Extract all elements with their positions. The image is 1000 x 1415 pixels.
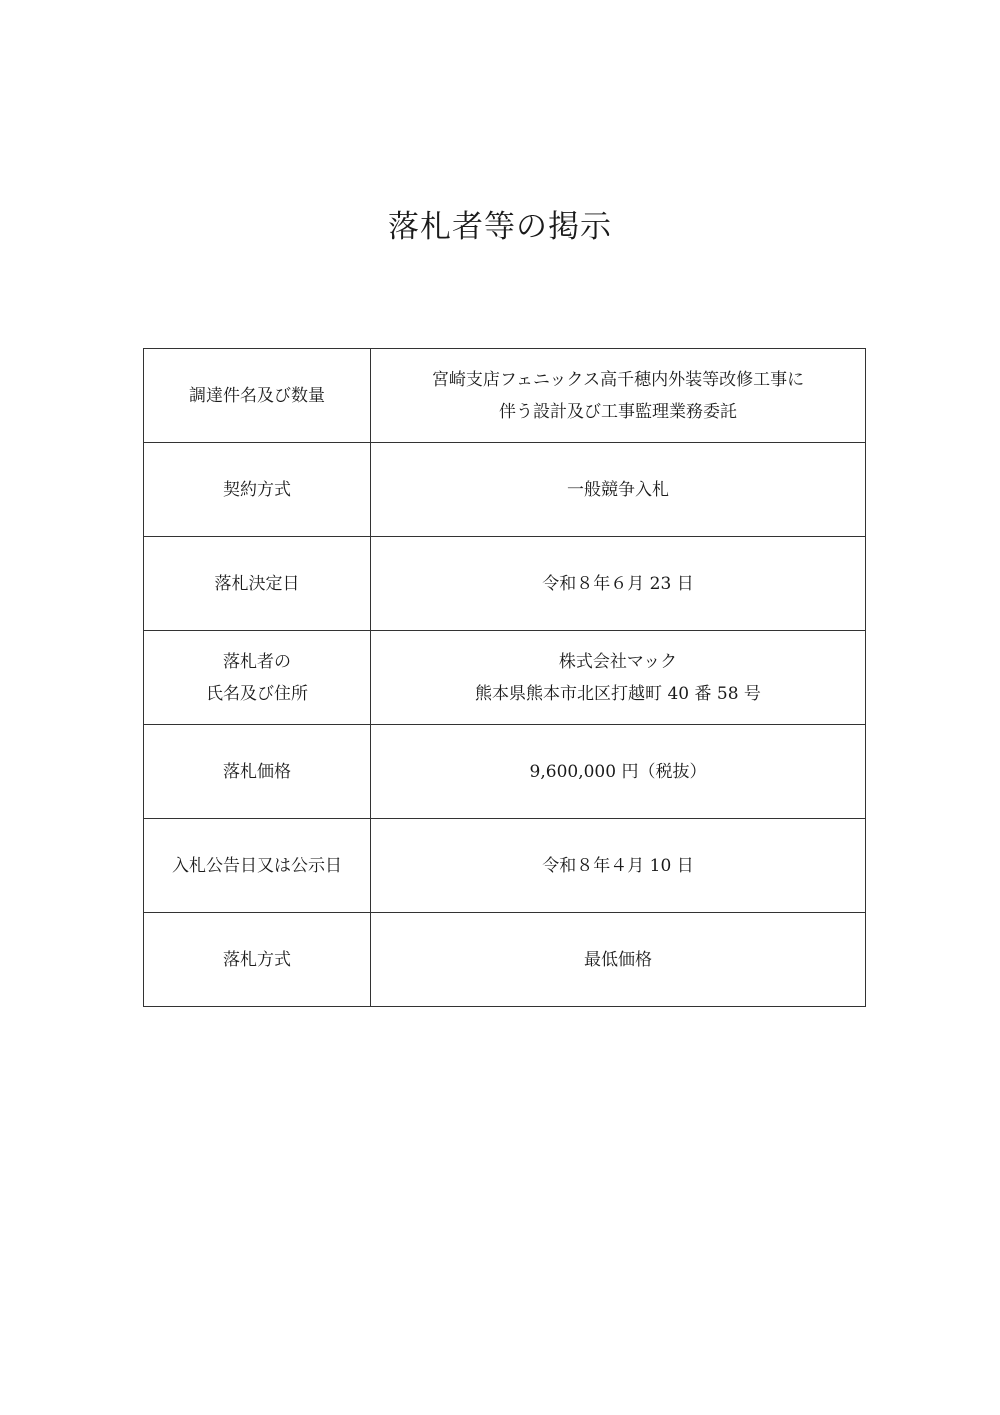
row-value [371, 819, 866, 913]
row-label-text: 氏名及び住所 [206, 683, 308, 704]
row-value [371, 537, 866, 631]
row-value-text: 最低価格 [584, 949, 652, 970]
row-value-text: 一般競争入札 [567, 479, 669, 500]
table-row [144, 443, 866, 537]
row-value-text: 宮崎支店フェニックス高千穂内外装等改修工事に [431, 369, 805, 390]
row-value-text: 令和８年４月 10 日 [542, 855, 694, 876]
row-label-text: 落札方式 [223, 949, 291, 970]
row-label [144, 631, 371, 725]
table-row [144, 349, 866, 443]
row-label [144, 443, 371, 537]
row-value [371, 631, 866, 725]
row-value-text: 熊本県熊本市北区打越町 40 番 58 号 [475, 683, 761, 704]
table-row [144, 725, 866, 819]
row-value [371, 913, 866, 1007]
row-value [371, 443, 866, 537]
row-value-text: 伴う設計及び工事監理業務委託 [499, 401, 737, 422]
row-label-text: 落札価格 [223, 761, 291, 782]
row-label [144, 349, 371, 443]
row-value-text: 株式会社マック [558, 651, 678, 672]
table-row [144, 819, 866, 913]
page-title: 落札者等の掲示 [388, 209, 612, 245]
row-label [144, 913, 371, 1007]
row-value [371, 349, 866, 443]
table-row [144, 537, 866, 631]
row-label [144, 819, 371, 913]
row-label-text: 契約方式 [223, 479, 291, 500]
row-label [144, 537, 371, 631]
row-label-text: 落札決定日 [214, 573, 300, 594]
row-label-text: 入札公告日又は公示日 [172, 855, 342, 876]
table-row [144, 631, 866, 725]
row-label-text: 落札者の [223, 651, 291, 672]
row-label-text: 調達件名及び数量 [189, 385, 325, 406]
award-notice-table [143, 348, 866, 1007]
row-label [144, 725, 371, 819]
row-value [371, 725, 866, 819]
table-row [144, 913, 866, 1007]
row-value-text: 9,600,000 円（税抜） [529, 761, 707, 782]
row-value-text: 令和８年６月 23 日 [542, 573, 694, 594]
